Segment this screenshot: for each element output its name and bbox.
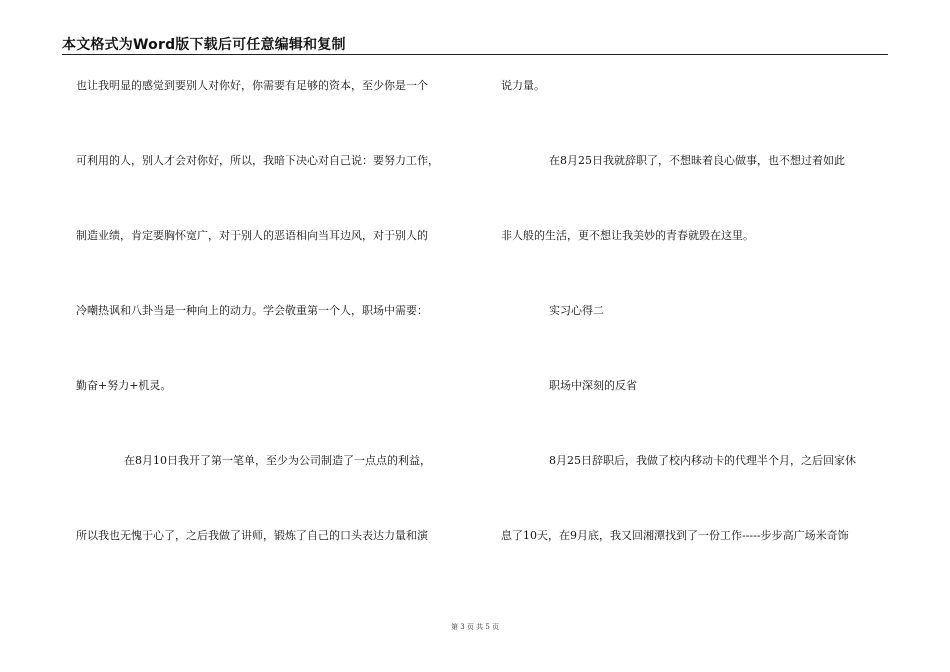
page-number-footer: 第 3 页 共 5 页 — [450, 623, 500, 631]
right-line-7: 息了10天，在9月底，我又回湘潭找到了一份工作-----步步高广场米奇饰 — [501, 529, 849, 542]
left-line-7: 所以我也无愧于心了，之后我做了讲师，锻炼了自己的口头表达力量和演 — [76, 529, 428, 542]
left-line-6: 在8月10日我开了第一笔单，至少为公司制造了一点点的利益， — [124, 454, 431, 467]
left-line-4: 冷嘲热讽和八卦当是一种向上的动力。学会敬重第一个人，职场中需要： — [76, 304, 428, 317]
left-line-2: 可利用的人，别人才会对你好，所以，我暗下决心对自己说：要努力工作， — [76, 154, 439, 167]
right-line-4-heading: 实习心得二 — [549, 304, 604, 317]
right-line-1: 说力量。 — [501, 79, 545, 92]
header-title: 本文格式为Word版下载后可任意编辑和复制 — [62, 37, 346, 53]
right-line-2: 在8月25日我就辞职了，不想昧着良心做事，也不想过着如此 — [549, 154, 845, 167]
right-line-3: 非人般的生活，更不想让我美妙的青春就毁在这里。 — [501, 229, 754, 242]
right-line-6: 8月25日辞职后，我做了校内移动卡的代理半个月，之后回家休 — [549, 454, 856, 467]
left-line-1: 也让我明显的感觉到要别人对你好，你需要有足够的资本，至少你是一个 — [76, 79, 428, 92]
right-line-5-subheading: 职场中深刻的反省 — [549, 379, 637, 392]
page-header — [62, 30, 888, 55]
left-line-3: 制造业绩，肯定要胸怀宽广，对于别人的恶语相向当耳边风，对于别人的 — [76, 229, 428, 242]
left-line-5: 勤奋+努力+机灵。 — [76, 379, 172, 392]
